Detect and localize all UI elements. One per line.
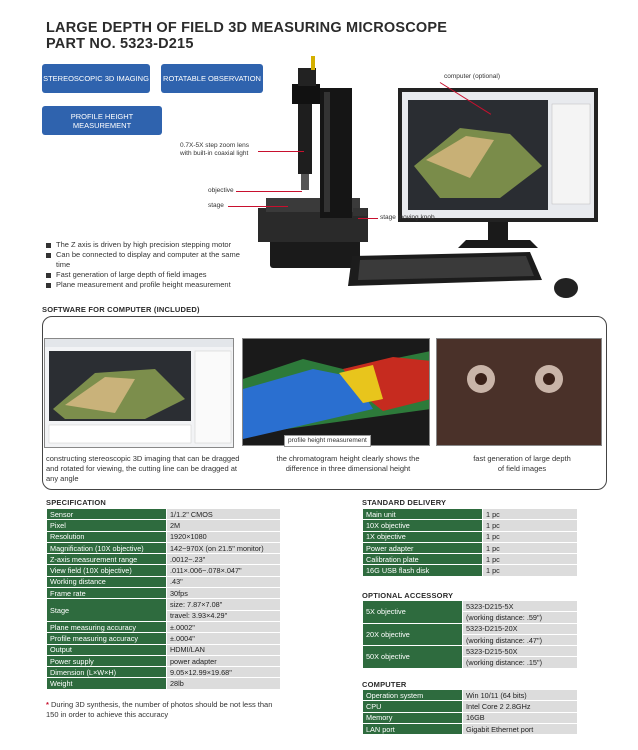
spec-value: travel: 3.93×4.29": [167, 610, 281, 621]
feature-list: [46, 240, 246, 290]
spec-key: Resolution: [47, 531, 167, 542]
accessory-detail: (working distance: .47"): [463, 634, 578, 645]
table-row: [363, 723, 578, 734]
spec-key: Magnification (10X objective): [47, 542, 167, 553]
spec-key: Frame rate: [47, 588, 167, 599]
accessory-part: 5323-D215-50X: [463, 646, 578, 657]
spec-value: 30fps: [167, 588, 281, 599]
accessory-item: 5X objective: [363, 601, 463, 624]
standard-delivery-table: [362, 508, 578, 577]
spec-value: 2M: [167, 520, 281, 531]
callout-line-stage: [228, 206, 288, 207]
table-row: [363, 712, 578, 723]
spec-key: Weight: [47, 678, 167, 689]
standard-delivery-heading: STANDARD DELIVERY: [362, 498, 447, 507]
table-row: [47, 678, 281, 689]
screenshot-depth-of-field: [436, 338, 602, 446]
spec-value: size: 7.87×7.08": [167, 599, 281, 610]
computer-heading: COMPUTER: [362, 680, 407, 689]
spec-value: .011×.006~.078×.047": [167, 565, 281, 576]
table-row: [363, 646, 578, 657]
spec-key: Profile measuring accuracy: [47, 633, 167, 644]
feature-item: Fast generation of large depth of field images: [46, 270, 246, 280]
callout-computer: computer (optional): [444, 73, 500, 80]
table-row: [47, 644, 281, 655]
table-row: [363, 690, 578, 701]
delivery-item: Power adapter: [363, 542, 483, 553]
computer-value: Gigabit Ethernet port: [463, 723, 578, 734]
callout-line-knob: [358, 218, 378, 219]
spec-key: Plane measuring accuracy: [47, 621, 167, 632]
spec-value: 1/1.2" CMOS: [167, 509, 281, 520]
callout-lens: 0.7X-5X step zoom lens with built-in coaxial light: [180, 142, 250, 157]
monitor-image: [398, 88, 598, 248]
spec-value: HDMI/LAN: [167, 644, 281, 655]
computer-value: 16GB: [463, 712, 578, 723]
spec-key: Pixel: [47, 520, 167, 531]
delivery-qty: 1 pc: [483, 520, 578, 531]
spec-value: 142~970X (on 21.5" monitor): [167, 542, 281, 553]
table-row: [363, 601, 578, 612]
table-row: [47, 655, 281, 666]
microscope-image: [258, 56, 368, 268]
spec-table: [46, 508, 281, 690]
spec-key: Working distance: [47, 576, 167, 587]
spec-value: 9.05×12.99×19.68": [167, 667, 281, 678]
spec-value: 28lb: [167, 678, 281, 689]
table-row: [47, 509, 281, 520]
delivery-qty: 1 pc: [483, 509, 578, 520]
spec-key: Output: [47, 644, 167, 655]
computer-key: CPU: [363, 701, 463, 712]
delivery-item: 10X objective: [363, 520, 483, 531]
delivery-item: Main unit: [363, 509, 483, 520]
table-row: [47, 542, 281, 553]
spec-key: Z-axis measurement range: [47, 554, 167, 565]
profile-height-label: profile height measurement: [284, 435, 371, 447]
table-row: [47, 531, 281, 542]
badge-rotatable: ROTATABLE OBSERVATION: [161, 64, 263, 93]
table-row: [47, 565, 281, 576]
footnote-text: During 3D synthesis, the number of photos should be not less than 150 in order to achieve this accuracy: [46, 700, 273, 719]
delivery-qty: 1 pc: [483, 554, 578, 565]
callout-line-lens: [258, 151, 304, 152]
spec-value: ±.0002": [167, 621, 281, 632]
table-row: [363, 623, 578, 634]
table-row: [363, 554, 578, 565]
table-row: [47, 554, 281, 565]
software-heading: SOFTWARE FOR COMPUTER (INCLUDED): [42, 305, 200, 314]
title-line-2: PART NO. 5323-D215: [46, 36, 194, 52]
table-row: [47, 667, 281, 678]
callout-line-objective: [236, 191, 302, 192]
table-row: [47, 599, 281, 610]
caption-chromatogram: the chromatogram height clearly shows the difference in three dimensional height: [276, 454, 420, 473]
table-row: [363, 565, 578, 576]
delivery-item: 1X objective: [363, 531, 483, 542]
computer-value: Intel Core 2 2.8GHz: [463, 701, 578, 712]
accessory-part: 5323-D215-20X: [463, 623, 578, 634]
computer-table: [362, 689, 578, 735]
screenshot-3d-imaging: [44, 338, 234, 448]
computer-key: LAN port: [363, 723, 463, 734]
spec-heading: SPECIFICATION: [46, 498, 106, 507]
delivery-item: Calibration plate: [363, 554, 483, 565]
spec-value: 1920×1080: [167, 531, 281, 542]
spec-value: ±.0004": [167, 633, 281, 644]
spec-value: .43": [167, 576, 281, 587]
title-line-1: LARGE DEPTH OF FIELD 3D MEASURING MICROSCOPE: [46, 20, 448, 36]
table-row: [47, 576, 281, 587]
spec-footnote: [46, 700, 286, 720]
table-row: [47, 621, 281, 632]
badge-profile-height: PROFILE HEIGHT MEASUREMENT: [42, 106, 162, 135]
screenshot-chromatogram: [242, 338, 430, 446]
spec-value: .0012~.23": [167, 554, 281, 565]
optional-accessory-heading: OPTIONAL ACCESSORY: [362, 591, 454, 600]
callout-stage: stage: [208, 202, 224, 209]
spec-key: Sensor: [47, 509, 167, 520]
accessory-item: 50X objective: [363, 646, 463, 669]
table-row: [47, 520, 281, 531]
feature-item: Can be connected to display and computer at the same time: [46, 250, 246, 270]
callout-objective: objective: [208, 187, 234, 194]
accessory-detail: (working distance: .59"): [463, 612, 578, 623]
footnote-mark: *: [46, 700, 49, 709]
spec-key: Stage: [47, 599, 167, 622]
table-row: [47, 633, 281, 644]
mouse-image: [554, 278, 578, 298]
table-row: [363, 542, 578, 553]
feature-item: Plane measurement and profile height measurement: [46, 280, 246, 290]
accessory-part: 5323-D215-5X: [463, 601, 578, 612]
computer-value: Win 10/11 (64 bits): [463, 690, 578, 701]
delivery-item: 16G USB flash disk: [363, 565, 483, 576]
spec-value: power adapter: [167, 655, 281, 666]
delivery-qty: 1 pc: [483, 542, 578, 553]
badge-stereoscopic: STEREOSCOPIC 3D IMAGING: [42, 64, 150, 93]
callout-knob: stage moving knob: [380, 214, 435, 221]
keyboard-image: [348, 252, 542, 286]
computer-key: Memory: [363, 712, 463, 723]
feature-item: The Z axis is driven by high precision stepping motor: [46, 240, 246, 250]
table-row: [363, 701, 578, 712]
table-row: [363, 531, 578, 542]
caption-depth-of-field: fast generation of large depth of field images: [473, 454, 571, 473]
optional-accessory-table: [362, 600, 578, 669]
delivery-qty: 1 pc: [483, 531, 578, 542]
delivery-qty: 1 pc: [483, 565, 578, 576]
spec-key: Power supply: [47, 655, 167, 666]
table-row: [363, 509, 578, 520]
accessory-item: 20X objective: [363, 623, 463, 646]
computer-key: Operation system: [363, 690, 463, 701]
spec-key: Dimension (L×W×H): [47, 667, 167, 678]
spec-key: View field (10X objective): [47, 565, 167, 576]
caption-3d-imaging: constructing stereoscopic 3D imaging that can be dragged and rotated for viewing, the cutting line can be dragged at any angle: [46, 454, 240, 483]
accessory-detail: (working distance: .15"): [463, 657, 578, 668]
table-row: [47, 588, 281, 599]
table-row: [363, 520, 578, 531]
